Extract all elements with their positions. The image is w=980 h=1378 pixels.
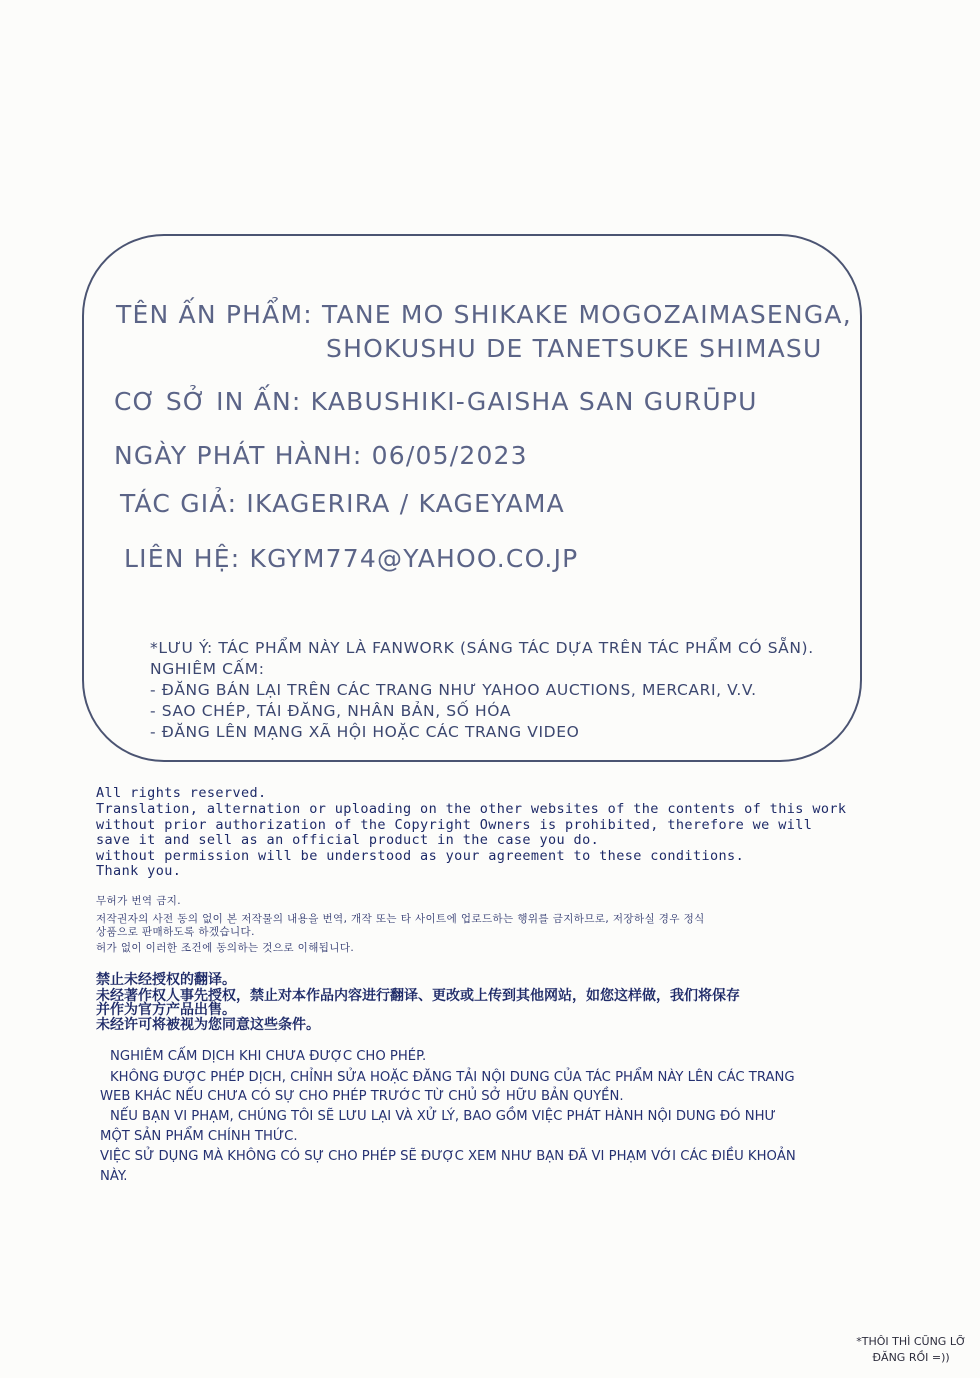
note-line: *LƯU Ý: TÁC PHẨM NÀY LÀ FANWORK (SÁNG TÁC DỰA TRÊN TÁC PHẨM CÓ SẴN). [150, 639, 814, 657]
note-line: - ĐĂNG LÊN MẠNG XÃ HỘI HOẶC CÁC TRANG VIDEO [150, 723, 580, 741]
translator-note-line-1: *THÔI THÌ CŨNG LỠ [856, 1335, 966, 1348]
note-line: - ĐĂNG BÁN LẠI TRÊN CÁC TRANG NHƯ YAHOO AUCTIONS, MERCARI, V.V. [150, 681, 757, 699]
chinese-notice-line: 未经许可将被视为您同意这些条件。 [96, 1017, 320, 1033]
korean-notice-line: 상품으로 판매하도록 하겠습니다. [96, 926, 255, 938]
vietnamese-notice-line: KHÔNG ĐƯỢC PHÉP DỊCH, CHỈNH SỬA HOẶC ĐĂNG TẢI NỘI DUNG CỦA TÁC PHẨM NÀY LÊN CÁC TRANG [110, 1070, 795, 1085]
chinese-notice-line: 禁止未经授权的翻译。 [96, 972, 236, 988]
vietnamese-notice-line: MỘT SẢN PHẨM CHÍNH THỨC. [100, 1129, 298, 1144]
contact-line: LIÊN HỆ: KGYM774@YAHOO.CO.JP [124, 544, 579, 573]
release-date-line: NGÀY PHÁT HÀNH: 06/05/2023 [114, 441, 528, 470]
vietnamese-notice-line: NGHIÊM CẤM DỊCH KHI CHƯA ĐƯỢC CHO PHÉP. [110, 1049, 427, 1064]
english-notice-line: Thank you. [96, 863, 182, 879]
title-line-2: SHOKUSHU DE TANETSUKE SHIMASU [326, 334, 823, 363]
vietnamese-notice-line: WEB KHÁC NẾU CHƯA CÓ SỰ CHO PHÉP TRƯỚC TỪ CHỦ SỞ HỮU BẢN QUYỀN. [100, 1089, 624, 1104]
korean-notice-line: 저작권자의 사전 동의 없이 본 저작물의 내용을 번역, 개작 또는 타 사이트에 업로드하는 행위를 금지하므로, 저장하실 경우 정식 [96, 913, 705, 925]
printer-line: CƠ SỞ IN ẤN: KABUSHIKI-GAISHA SAN GURŪPU [114, 387, 758, 416]
english-notice-line: without permission will be understood as your agreement to these conditions. [96, 848, 745, 864]
note-line: NGHIÊM CẤM: [150, 660, 265, 678]
english-notice-line: save it and sell as an official product in the case you do. [96, 832, 600, 848]
english-notice-line: Translation, alternation or uploading on the other websites of the contents of this work [96, 801, 847, 817]
vietnamese-notice-line: NÀY. [100, 1169, 128, 1184]
korean-notice-line: 허가 없이 이러한 조건에 동의하는 것으로 이해됩니다. [96, 942, 355, 954]
title-line-1: TÊN ẤN PHẨM: TANE MO SHIKAKE MOGOZAIMASENGA, [116, 300, 852, 329]
translator-note [856, 1336, 966, 1363]
author-line: TÁC GIẢ: IKAGERIRA / KAGEYAMA [120, 489, 565, 518]
chinese-notice-line: 并作为官方产品出售。 [96, 1002, 236, 1018]
korean-notice-line: 무허가 번역 금지. [96, 895, 182, 907]
chinese-notice-line: 未经著作权人事先授权，禁止对本作品内容进行翻译、更改或上传到其他网站，如您这样做，我们将保存 [96, 988, 740, 1004]
english-notice-line: All rights reserved. [96, 785, 267, 801]
vietnamese-notice-line: NẾU BẠN VI PHẠM, CHÚNG TÔI SẼ LƯU LẠI VÀ XỬ LÝ, BAO GỒM VIỆC PHÁT HÀNH NỘI DUNG ĐÓ NHƯ [110, 1109, 776, 1124]
vietnamese-notice-line: VIỆC SỬ DỤNG MÀ KHÔNG CÓ SỰ CHO PHÉP SẼ ĐƯỢC XEM NHƯ BẠN ĐÃ VI PHẠM VỚI CÁC ĐIỀU KHOẢN [100, 1149, 796, 1164]
english-notice-line: without prior authorization of the Copyright Owners is prohibited, therefore we will [96, 817, 813, 833]
translator-note-line-2: ĐĂNG RỒI =)) [872, 1351, 950, 1364]
note-line: - SAO CHÉP, TÁI ĐĂNG, NHÂN BẢN, SỐ HÓA [150, 702, 512, 720]
